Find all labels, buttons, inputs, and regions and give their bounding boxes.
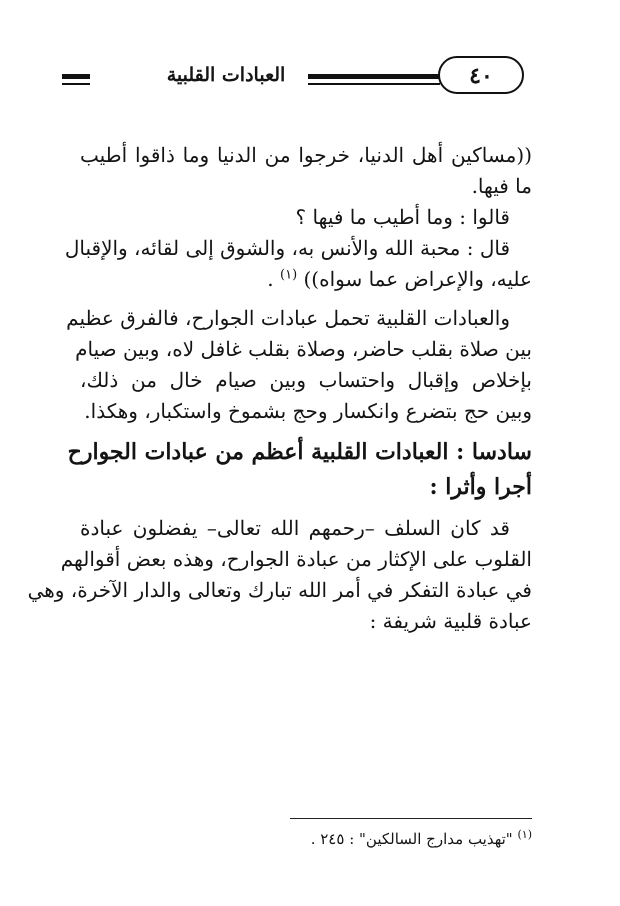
section-gap-2 <box>80 505 532 513</box>
trailing-period: . <box>267 267 274 291</box>
footnote-reference: (١) <box>280 267 298 283</box>
body-line-6: والعبادات القلبية تحمل عبادات الجوارح، فالفرق عظيم <box>66 306 510 330</box>
section-heading-line-1: سادسا : العبادات القلبية أعظم من عبادات الجوارح <box>67 439 532 465</box>
body-line-11: القلوب على الإكثار من عبادة الجوارح، وهذه بعض أقوالهم <box>60 547 532 571</box>
footnote-marker: (١) <box>517 828 532 841</box>
footnote-separator <box>290 818 532 819</box>
body-line-7: بين صلاة بقلب حاضر، وصلاة بقلب غافل لاه، وبين صيام <box>75 337 532 361</box>
running-title: العبادات القلبية <box>166 64 286 86</box>
body-line-9: وبين حج بتضرع وانكسار وحج بشموخ واستكبار، وهكذا. <box>84 399 532 423</box>
body-line-10: قد كان السلف –رحمهم الله تعالى– يفضلون عبادة <box>80 516 510 540</box>
header-rule-right-thin <box>308 83 440 85</box>
body-line-8: بإخلاص وإقبال واحتساب وبين صيام خال من ذلك، <box>80 368 532 392</box>
body-line-3: قالوا : وما أطيب ما فيها ؟ <box>295 205 510 229</box>
quote-end-text: عليه، والإعراض عما سواه)) <box>303 267 532 291</box>
paragraph-gap <box>80 295 532 303</box>
section-heading-line-2: أجرا وأثرا : <box>429 474 532 500</box>
footnote-text: "تهذيب مدارج السالكين" : ٢٤٥ . <box>310 830 513 848</box>
body-line-1: ((مساكين أهل الدنيا، خرجوا من الدنيا وما ذاقوا أطيب <box>80 143 532 167</box>
section-gap <box>80 427 532 435</box>
page-number: ٤٠ <box>469 63 493 89</box>
page-body <box>27 140 532 637</box>
body-line-13: عبادة قلبية شريفة : <box>369 609 532 633</box>
body-line-2: ما فيها. <box>471 174 532 198</box>
footnote <box>80 828 532 850</box>
header-rule-left-thin <box>62 83 90 85</box>
page-number-frame <box>438 56 524 94</box>
running-header <box>62 52 524 98</box>
body-line-5 <box>80 264 532 295</box>
body-line-4: قال : محبة الله والأنس به، والشوق إلى لقائه، والإقبال <box>64 236 510 260</box>
header-rule-left-thick <box>62 74 90 79</box>
body-line-12: في عبادة التفكر في أمر الله تبارك وتعالى والدار الآخرة، وهي <box>27 578 532 602</box>
header-rule-right-thick <box>308 74 440 79</box>
